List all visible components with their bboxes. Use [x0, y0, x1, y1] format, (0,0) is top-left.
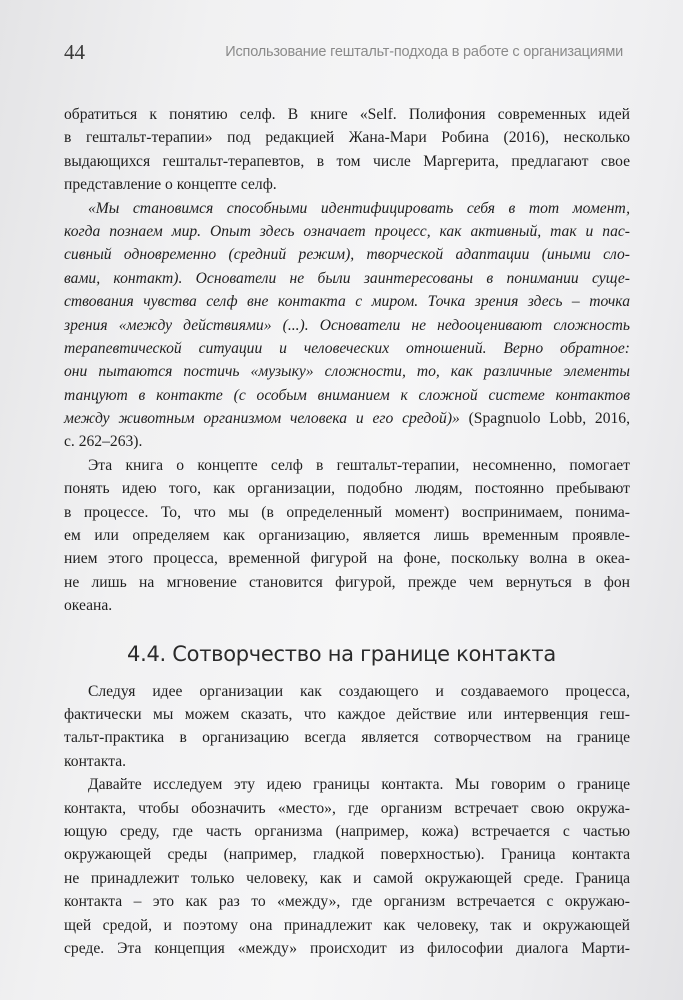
paragraph-book — [64, 454, 630, 618]
text-line: Эта книга о концепте селф в гештальт-терапии, несомненно, помогает — [88, 456, 630, 474]
text-line: контакта, чтобы обозначить «место», где организм встречает свою окружа- — [64, 799, 630, 817]
quote-line: зрения «между действиями» (...). Основатели не недооценивают сложность — [64, 316, 630, 334]
text-line: нием этого процесса, временной фигурой на фоне, поскольку волна в океа- — [64, 550, 630, 568]
quote-line: терапевтической ситуации и человеческих отношений. Верно обратное: — [64, 339, 630, 357]
text-line: не принадлежит только человеку, как и самой окружающей среде. Граница — [64, 869, 630, 887]
paragraph-cocreation — [64, 680, 630, 774]
text-line: не лишь на мгновение становится фигурой, прежде чем вернуться в фон — [64, 573, 630, 591]
text-line: Давайте исследуем эту идею границы контакта. Мы говорим о границе — [88, 776, 630, 794]
quote-line: танцуют в контакте (с особым вниманием к сложной системе контактов — [64, 386, 630, 404]
text-line: контакта – это как раз то «между», где организм встречается с окружаю- — [64, 893, 630, 911]
text-line: понять идею того, как организации, подобно людям, постоянно пребывают — [64, 480, 630, 498]
text-line: Следуя идее организации как создающего и создаваемого процесса, — [88, 682, 630, 700]
page-body — [64, 103, 630, 960]
citation-pages: с. 262–263). — [64, 433, 143, 451]
text-line: тальт-практика в организацию всегда является сотворчеством на границе — [64, 729, 630, 747]
text-line: ем или определяем как организацию, является лишь временным проявле- — [64, 527, 630, 545]
text-line: в гештальт-терапии» под редакцией Жана-Мари Робина (2016), несколько — [64, 129, 630, 147]
text-line: окружающей среды (например, гладкой поверхностью). Граница контакта — [64, 846, 630, 864]
quote-line-with-citation — [64, 407, 630, 430]
text-line: среде. Эта концепция «между» происходит из философии диалога Марти- — [64, 939, 630, 957]
section-heading: 4.4. Сотворчество на границе контакта — [127, 641, 556, 666]
paragraph-intro — [64, 103, 630, 197]
quote-line: вами, контакт). Основатели не были заинтересованы в понимании суще- — [64, 269, 630, 287]
page-number: 44 — [64, 40, 85, 64]
quote-line: они пытаются постичь «музыку» сложности, то, как различные элементы — [64, 363, 630, 381]
quote-line: ствования чувства селф вне контакта с миром. Точка зрения здесь – точка — [64, 293, 630, 311]
text-line: контакта. — [64, 752, 127, 770]
text-line: обратиться к понятию селф. В книге «Self. Полифония современных идей — [64, 106, 630, 123]
quote-line: когда познаем мир. Опыт здесь означает процесс, как активный, так и пас- — [64, 222, 630, 240]
text-line: в процессе. То, что мы (в определенный момент) воспринимаем, понима- — [64, 503, 630, 521]
text-line: выдающихся гештальт-терапевтов, в том числе Маргерита, предлагают свое — [64, 152, 630, 170]
text-line: щей средой, и поэтому она принадлежит как человеку, так и окружающей — [64, 916, 630, 934]
text-line: представление о концепте селф. — [64, 176, 277, 194]
page-header — [64, 40, 623, 70]
quote-line: «Мы становимся способными идентифицировать себя в тот момент, — [88, 199, 630, 217]
text-line: ющую среду, где часть организма (например, кожа) встречается с частью — [64, 822, 630, 840]
text-line: океана. — [64, 597, 113, 615]
citation: (Spagnuolo Lobb, 2016, — [459, 410, 630, 428]
quote-line: сивный одновременно (средний режим), творческой адаптации (иными сло- — [64, 246, 630, 264]
paragraph-contact-boundary — [64, 773, 630, 960]
text-line: фактически мы можем сказать, что каждое действие или интервенция геш- — [64, 705, 630, 723]
quote-end: между животным организмом человека и его средой)» — [64, 410, 460, 428]
running-title: Использование гештальт-подхода в работе с организациями — [225, 44, 623, 60]
block-quote — [64, 197, 630, 454]
